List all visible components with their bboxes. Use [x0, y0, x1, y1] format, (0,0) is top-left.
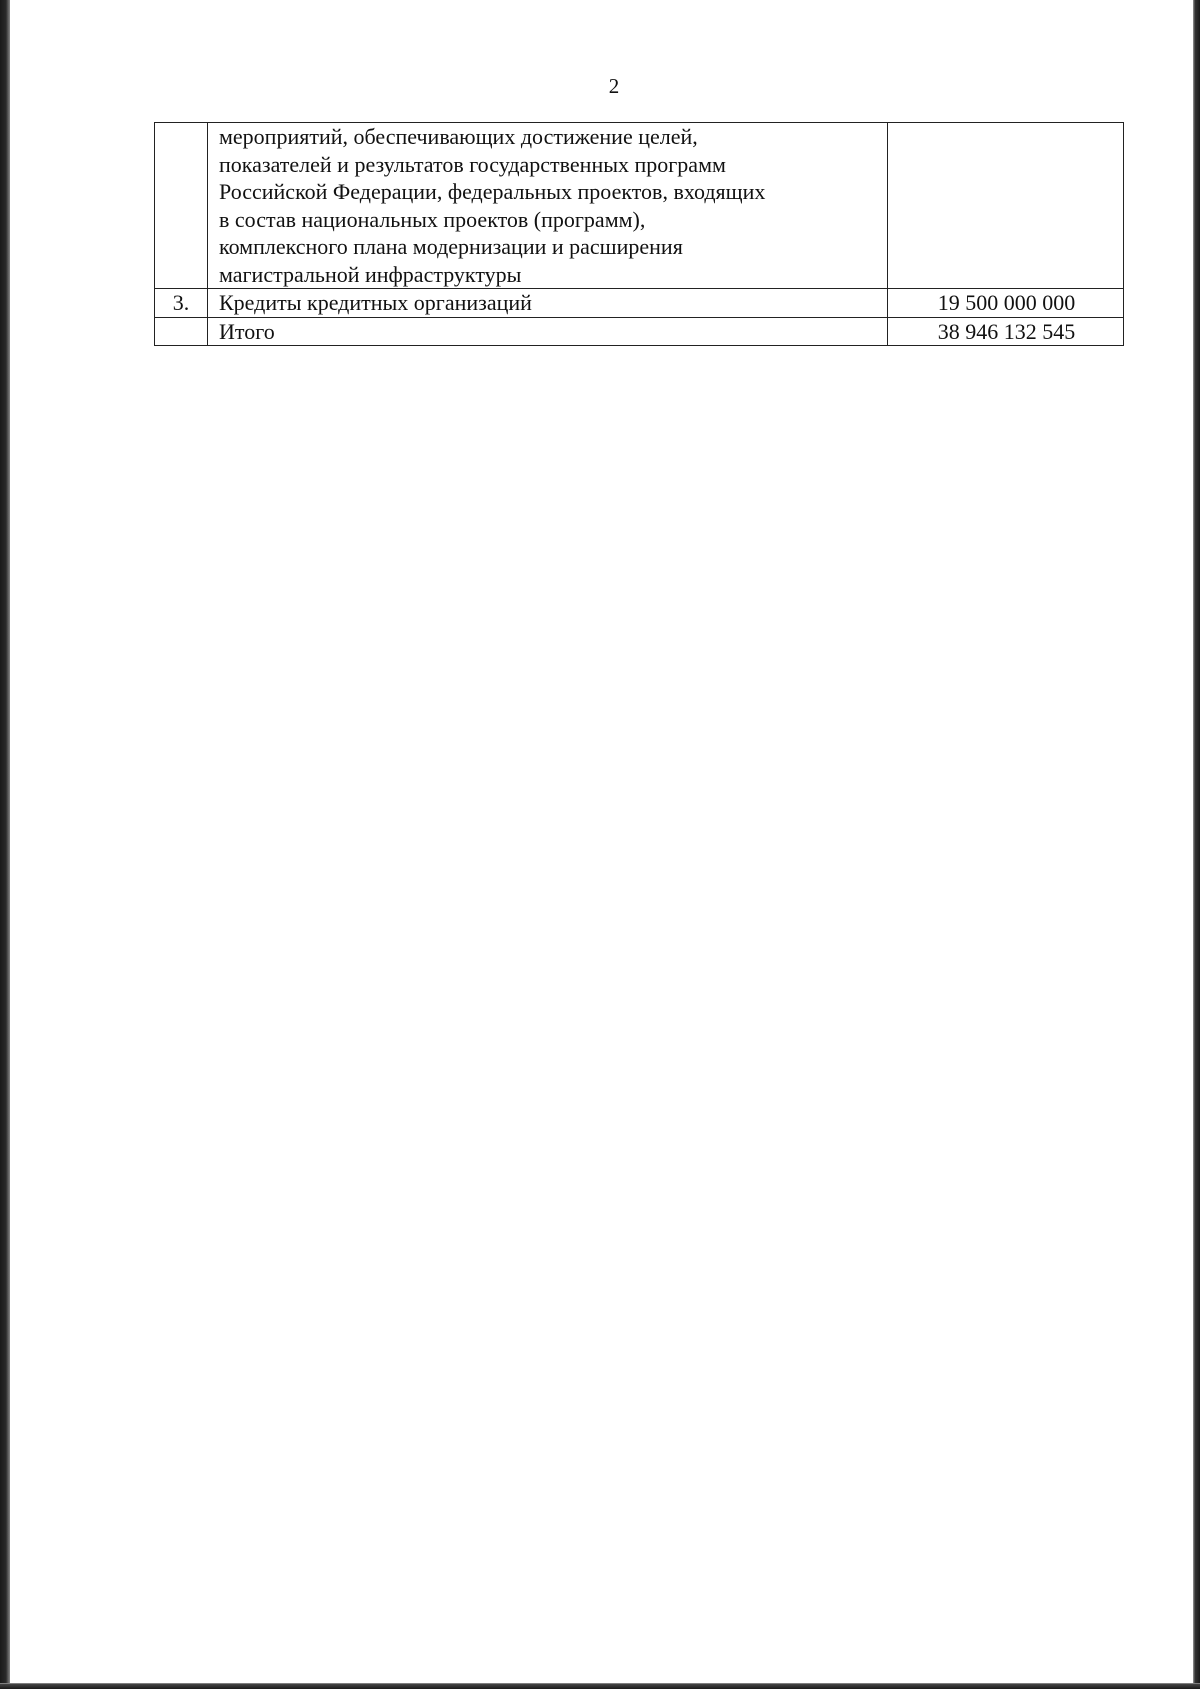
- row-number-cell: [155, 123, 208, 289]
- table-row-total: [155, 317, 1124, 346]
- table-row-credits: [155, 289, 1124, 318]
- row-name-cell: Итого: [208, 317, 888, 346]
- row-number-cell: 3.: [155, 289, 208, 318]
- row-number-cell: [155, 317, 208, 346]
- row-name-line: мероприятий, обеспечивающих достижение целей,: [219, 124, 698, 149]
- funding-table: [154, 122, 1124, 346]
- row-name-cell: [208, 123, 888, 289]
- scan-edge-right: [1193, 0, 1200, 1689]
- scan-edge-bottom: [0, 1683, 1200, 1689]
- row-amount-cell: [888, 123, 1124, 289]
- row-amount-cell: 19 500 000 000: [888, 289, 1124, 318]
- row-name-line: в состав национальных проектов (программ),: [219, 206, 646, 232]
- row-name-cell: Кредиты кредитных организаций: [208, 289, 888, 318]
- row-name-line: комплексного плана модернизации и расширения: [219, 234, 683, 259]
- row-name-line: магистральной инфраструктуры: [219, 261, 522, 287]
- row-name-line: показателей и результатов государственных программ: [219, 151, 726, 177]
- scan-edge-left: [0, 0, 10, 1689]
- row-name-line: Российской Федерации, федеральных проектов, входящих: [219, 179, 766, 204]
- page-number: 2: [608, 74, 620, 98]
- table-row-continued: [155, 123, 1124, 289]
- row-amount-cell: 38 946 132 545: [888, 317, 1124, 346]
